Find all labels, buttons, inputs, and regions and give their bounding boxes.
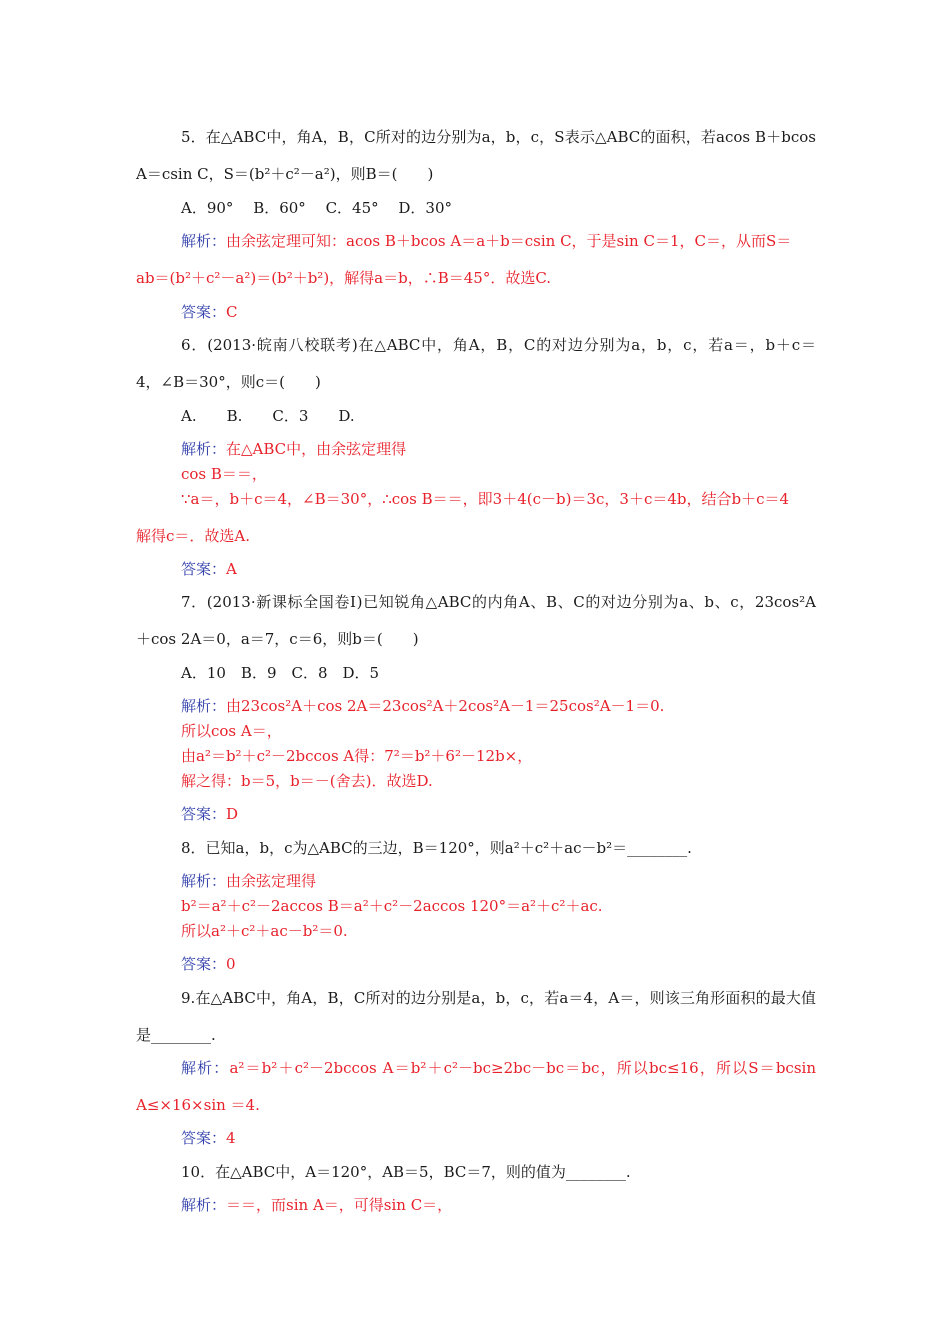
- q7-answer: [181, 804, 238, 824]
- q5-options: A．90° B．60° C．45° D．30°: [181, 199, 453, 217]
- q8-answer-value: 0: [226, 955, 236, 973]
- q7-stem-line1: 7．(2013·新课标全国卷Ⅰ)已知锐角△ABC的内角A、B、C的对边分别为a、b、c，23cos²A: [181, 593, 816, 611]
- q8-answer: [181, 954, 236, 974]
- q5-answer: [181, 302, 238, 322]
- q6-options: A. B. C．3 D.: [181, 407, 355, 425]
- analysis-label: 解析：: [181, 697, 227, 715]
- q7-stem-line2: ＋cos 2A＝0，a＝7，c＝6，则b＝( ): [136, 630, 419, 648]
- q6-stem-line2: 4，∠B＝30°，则c＝( ): [136, 373, 321, 391]
- q10-stem-line1: 10．在△ABC中，A＝120°，AB＝5，BC＝7，则的值为________.: [181, 1163, 631, 1181]
- q9-answer: [181, 1128, 236, 1148]
- q10-solution-line1: [181, 1195, 452, 1215]
- answer-label: 答案：: [181, 560, 227, 578]
- q6-solution-line2: cos B＝＝，: [181, 465, 267, 483]
- q9-solution-line2: A≤×16×sin ＝4.: [136, 1096, 260, 1114]
- q6-solution-line1: [181, 439, 406, 459]
- analysis-label: 解析：: [181, 440, 227, 458]
- q7-solution-line3: 由a²＝b²＋c²－2bccos A得：7²＝b²＋6²－12b×，: [181, 747, 533, 765]
- q8-solution-line1: [181, 871, 316, 891]
- q5-solution-text1: 由余弦定理可知：acos B＋bcos A＝a＋b＝csin C，于是sin C＝1，C＝，从而S＝: [226, 232, 792, 250]
- q8-solution-text1: 由余弦定理得: [226, 872, 317, 890]
- analysis-label: 解析：: [181, 232, 227, 250]
- analysis-label: 解析：: [181, 1196, 227, 1214]
- q7-solution-line2: 所以cos A＝，: [181, 722, 282, 740]
- q5-answer-value: C: [226, 303, 238, 321]
- q9-stem-line2: 是________.: [136, 1026, 216, 1044]
- q5-stem-line2: A＝csin C，S＝(b²＋c²－a²)，则B＝( ): [136, 165, 434, 183]
- q7-options: A．10 B．9 C．8 D．5: [181, 664, 380, 682]
- q7-answer-value: D: [226, 805, 239, 823]
- answer-label: 答案：: [181, 303, 227, 321]
- q6-solution-line3: ∵a＝，b＋c＝4，∠B＝30°，∴cos B＝＝，即3＋4(c－b)＝3c，3＋c＝4b，结合b＋c＝4: [181, 490, 790, 508]
- q7-solution-text1: 由23cos²A＋cos 2A＝23cos²A＋2cos²A－1＝25cos²A－1＝0.: [226, 697, 665, 715]
- q9-answer-value: 4: [226, 1129, 236, 1147]
- answer-label: 答案：: [181, 805, 227, 823]
- analysis-label: 解析：: [181, 872, 227, 890]
- q6-solution-text1: 在△ABC中，由余弦定理得: [226, 440, 407, 458]
- analysis-label: 解析：: [181, 1059, 230, 1077]
- q6-answer-value: A: [226, 560, 237, 578]
- answer-label: 答案：: [181, 955, 227, 973]
- q10-solution-text1: ＝＝，而sin A＝，可得sin C＝，: [226, 1196, 453, 1214]
- q5-solution-line2: ab＝(b²＋c²－a²)＝(b²＋b²)，解得a＝b，∴B＝45°．故选C.: [136, 269, 552, 287]
- q5-solution-line1: [181, 231, 791, 251]
- q9-solution-line1: [181, 1058, 816, 1078]
- q7-solution-line4: 解之得：b＝5，b＝－(舍去)．故选D.: [181, 772, 433, 790]
- q6-stem-line1: 6．(2013·皖南八校联考)在△ABC中，角A，B，C的对边分别为a，b，c，若a＝，b＋c＝: [181, 336, 816, 354]
- answer-label: 答案：: [181, 1129, 227, 1147]
- q8-solution-line3: 所以a²＋c²＋ac－b²＝0.: [181, 922, 348, 940]
- q7-solution-line1: [181, 696, 664, 716]
- q9-solution-text1: a²＝b²＋c²－2bccos A＝b²＋c²－bc≥2bc－bc＝bc，所以bc≤16，所以S＝bcsin: [229, 1059, 816, 1077]
- q6-solution-line4: 解得c＝．故选A.: [136, 527, 251, 545]
- q9-stem-line1: 9.在△ABC中，角A，B，C所对的边分别是a，b，c，若a＝4，A＝，则该三角形面积的最大值: [181, 989, 816, 1007]
- q8-solution-line2: b²＝a²＋c²－2accos B＝a²＋c²－2accos 120°＝a²＋c²＋ac.: [181, 897, 603, 915]
- q5-stem-line1: 5．在△ABC中，角A，B，C所对的边分别为a，b，c，S表示△ABC的面积，若acos B＋bcos: [181, 128, 816, 146]
- q6-answer: [181, 559, 237, 579]
- q8-stem-line1: 8．已知a，b，c为△ABC的三边，B＝120°，则a²＋c²＋ac－b²＝________.: [181, 839, 692, 857]
